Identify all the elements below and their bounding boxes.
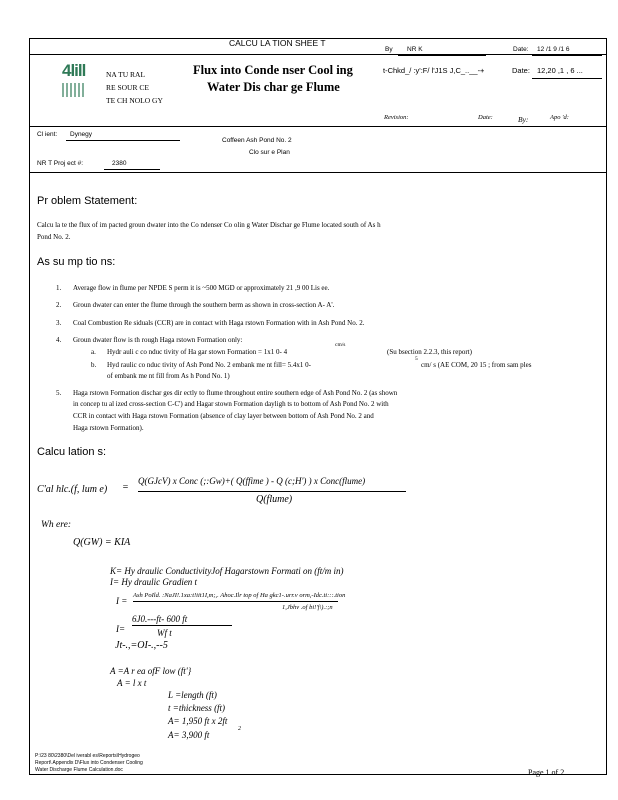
by-underline (398, 55, 486, 56)
project-line-1: Coffeen Ash Pond No. 2 (222, 137, 292, 144)
assumption-4b-label: b. (91, 361, 97, 369)
checked-date-underline (532, 78, 602, 79)
revision-label: Revision: (384, 114, 409, 121)
client-label: Cl ient: (37, 131, 58, 138)
assumption-4b-exp: 5 (415, 356, 418, 362)
footer-path-line-2: Report\ Appendix D\Flux into Condenser Cooling (35, 760, 143, 766)
checked-by-row: t-Chkd_/ :y':F/ l'J1S J,C_..__-+ (383, 66, 485, 75)
by-value: NR K (407, 46, 423, 53)
gradient-numerator: Ash PoIld. :NaJI!.1xa:t!iit1I,m;,. Ahoc.Ilr top of Ha gkc1-.urr.v orm,-Idc.ti:::.tion (133, 592, 346, 599)
where-label: Wh ere: (41, 520, 71, 530)
client-value: Dynegy (70, 131, 93, 138)
qgw-equation: Q(GW) = KIA (73, 537, 131, 548)
assumption-5-line-2: in concep tu al ized cross-section C-C') and Hagar stown Formation dayligh ts to bottom of Ash Pond No. 2 with (73, 400, 389, 408)
length-definition: L =length (ft) (168, 690, 217, 700)
area-equation: A = l x t (117, 678, 147, 688)
gradient-calc-numerator: 6J0.---ft- 600 ft (132, 614, 188, 624)
assumption-5-line-1: Haga rstown Formation dischar ges dir ectly to flume throughout entire southern edge of Ash Pond No. 2 (as shown (73, 389, 398, 397)
company-line-3: TE CH NOLO GY (106, 96, 163, 105)
gradient-denominator: 1,Jbhv .of bi!'f\).:;n (282, 604, 333, 611)
checked-date-label: Date: (512, 66, 530, 75)
i-definition: I= Hy draulic Gradien t (110, 577, 198, 587)
footer-path-line-3: Water Discharge Flume Calculation.doc (35, 767, 123, 773)
assumption-4a-unit: cm/s (335, 342, 346, 348)
page-number: Page 1 of 2 (528, 768, 565, 777)
revision-date-label: Date: (478, 114, 493, 121)
logo-icon (62, 83, 86, 97)
calc-equals: = (122, 482, 129, 493)
assumption-4a-text: Hydr auli c co nduc tivity of Ha gar stown Formation = 1x1 0- 4 (107, 348, 288, 356)
gradient-calc-fraction-bar (132, 625, 232, 626)
assumption-4-text: Groun dwater flow is th rough Haga rstown Formation only: (73, 336, 243, 344)
area-calc-2: A= 3,900 ft (168, 730, 210, 740)
gradient-calc-lhs: I= (116, 624, 126, 634)
calculations-heading: Calcu lation s: (37, 446, 107, 458)
gradient-calc-denominator: Wf t (157, 628, 172, 638)
calc-lhs: C'al hlc.(f, lum e) (37, 484, 108, 495)
gradient-lhs: I = (116, 596, 128, 606)
area-calc-2-exp: 2 (238, 726, 241, 732)
assumptions-heading: As su mp tio ns: (37, 256, 116, 268)
date-value: 12 /1 9 /1 6 (537, 46, 570, 53)
nrt-project-label: NR T Proj ect #: (37, 160, 83, 167)
assumption-3-number: 3. (56, 319, 62, 327)
doc-title-line-2: Water Dis char ge Flume (207, 80, 340, 94)
assumption-5-line-4: Haga rstown Formation). (73, 424, 144, 432)
company-line-1: NA TU RAL (106, 70, 146, 79)
by-label: By (385, 46, 393, 53)
k-definition: K= Hy draulic ConductivityJof Hagarstown Formati on (ft/m in) (110, 566, 344, 576)
gradient-fraction-bar (133, 601, 338, 602)
calc-denominator: Q(flume) (256, 494, 293, 505)
area-definition: A =A r ea ofF low (ft'} (110, 666, 192, 676)
date-underline (532, 55, 602, 56)
revision-by-label: By: (518, 115, 529, 124)
assumption-3-text: Coal Combustion Re siduals (CCR) are in contact with Haga rstown Formation with in Ash Pond No. 2. (73, 319, 365, 327)
assumption-4a-label: a. (91, 348, 96, 356)
date-label: Date: (513, 46, 529, 53)
header-divider-bottom (29, 172, 607, 173)
project-line-2: Clo sur e Plan (249, 149, 290, 156)
problem-text-line-2: Pond No. 2. (37, 233, 71, 241)
sheet-title: CALCU LA TION SHEE T (229, 38, 326, 48)
assumption-4b-line-2: of embank me nt fill from As h Pond No. 1) (107, 372, 230, 380)
assumption-4b-text: Hyd raulic co nduc tivity of Ash Pond No. 2 embank me nt fill= 5.4x1 0- (107, 361, 312, 369)
area-calc-1: A= 1,950 ft x 2ft (168, 716, 228, 726)
assumption-1-number: 1. (56, 284, 62, 292)
assumption-2-number: 2. (56, 301, 62, 309)
footer-file-path (35, 753, 143, 774)
company-logo-mark: 4lill (62, 61, 86, 80)
assumption-4b-rest: cm/ s (AE COM, 20 15 ; from sam ples (421, 361, 532, 369)
problem-text-line-1: Calcu la te the flux of im pacted groun dwater into the Co ndenser Co olin g Water Dischar ge Flume located south of As h (37, 221, 381, 229)
doc-title-line-1: Flux into Conde nser Cool ing (193, 63, 353, 77)
gradient-result: Jt-.,=OI-.,--5 (115, 640, 168, 651)
assumption-5-line-3: CCR in contact with Haga rstown Formation (absence of clay layer between bottom of Ash Pond No. 2 and (73, 412, 374, 420)
calc-numerator: Q(GJcV) x Conc (;:Gw)+( Q(ffime ) - Q (c;H') ) x Conc(flume) (138, 476, 366, 486)
assumption-4a-ref: (Su bsection 2.2.3, this report) (387, 348, 472, 356)
client-underline (66, 140, 180, 141)
revision-by-value: Apo 'd: (550, 114, 569, 121)
assumption-5-number: 5. (56, 389, 62, 397)
company-name (106, 68, 163, 107)
footer-path-line-1: P:\23 80\2380\Del iverabl es\Reports\Hydrogeo (35, 753, 140, 759)
header-divider-mid (29, 126, 607, 127)
calc-fraction-bar (138, 491, 406, 492)
checked-date-value: 12,20 ,1 , 6 ... (537, 66, 583, 75)
problem-heading: Pr oblem Statement: (37, 195, 138, 207)
company-line-2: RE SOUR CE (106, 83, 149, 92)
thickness-definition: t =thickness (ft) (168, 703, 226, 713)
header-divider-top (29, 54, 607, 55)
assumption-4-number: 4. (56, 336, 62, 344)
assumption-1-text: Average flow in flume per NPDE S perm it is ~500 MGD or approximately 21 ,9 00 Lis ee. (73, 284, 330, 292)
nrt-underline (104, 169, 160, 170)
nrt-project-value: 2380 (112, 160, 127, 167)
assumption-2-text: Groun dwater can enter the flume through the southern berm as shown in cross-section A- A'. (73, 301, 335, 309)
